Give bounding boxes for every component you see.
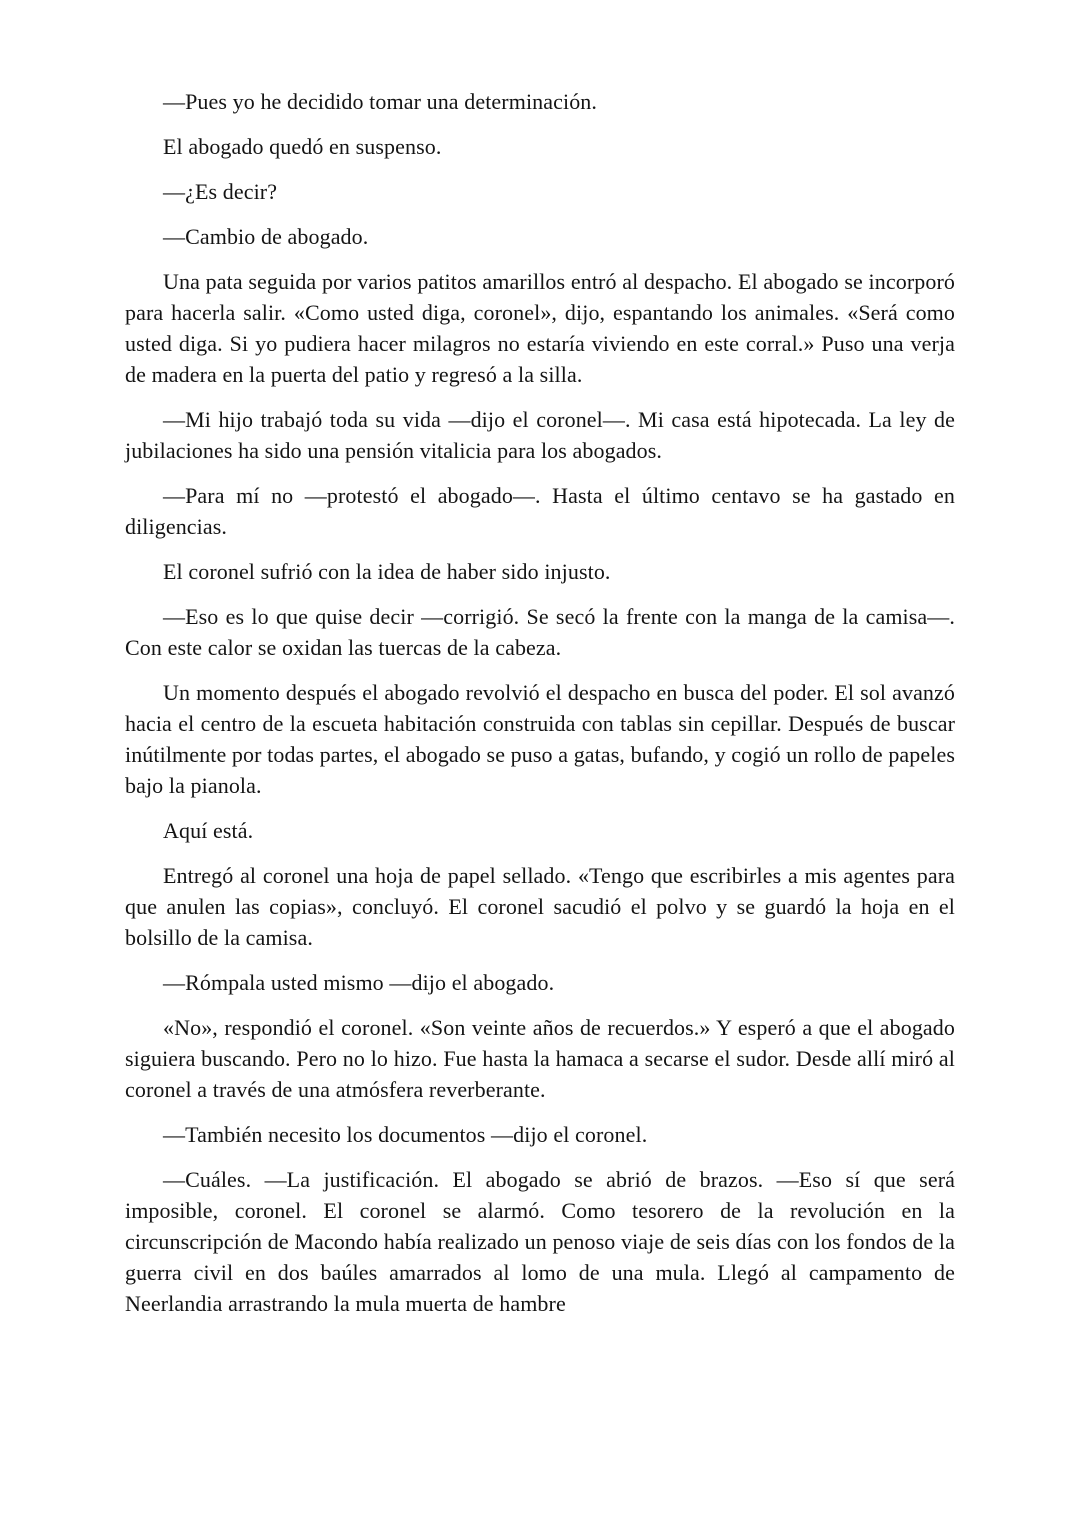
paragraph: Un momento después el abogado revolvió el despacho en busca del poder. El sol avanzó hacia el centro de la escueta habitación construida con tablas sin cepillar. Después de buscar inútilmente por todas partes, el abogado se puso a gatas, bufando, y cogió un rollo de papeles bajo la pianola. (125, 680, 955, 798)
paragraph: —Eso es lo que quise decir —corrigió. Se secó la frente con la manga de la camisa—. Con este calor se oxidan las tuercas de la cabeza. (125, 604, 955, 660)
paragraph: —Mi hijo trabajó toda su vida —dijo el coronel—. Mi casa está hipotecada. La ley de jubilaciones ha sido una pensión vitalicia para los abogados. (125, 407, 955, 463)
paragraph: —Cambio de abogado. (163, 224, 369, 249)
paragraph: —Pues yo he decidido tomar una determinación. (163, 89, 597, 114)
paragraph: —¿Es decir? (163, 179, 278, 204)
paragraph: Entregó al coronel una hoja de papel sellado. «Tengo que escribirles a mis agentes para que anulen las copias», concluyó. El coronel sacudió el polvo y se guardó la hoja en el bolsillo de la camisa. (125, 863, 955, 950)
paragraph: —Cuáles. —La justificación. El abogado se abrió de brazos. —Eso sí que será imposible, coronel. El coronel se alarmó. Como tesorero de la revolución en la circunscripción de Macondo había realizado un penoso viaje de seis días con los fondos de la guerra civil en dos baúles amarrados al lomo de una mula. Llegó al campamento de Neerlandia arrastrando la mula muerta de hambre (125, 1167, 955, 1316)
paragraph: «No», respondió el coronel. «Son veinte años de recuerdos.» Y esperó a que el abogado siguiera buscando. Pero no lo hizo. Fue hasta la hamaca a secarse el sudor. Desde allí miró al coronel a través de una atmósfera reverberante. (125, 1015, 955, 1102)
paragraph: El abogado quedó en suspenso. (163, 134, 442, 159)
paragraph: —Para mí no —protestó el abogado—. Hasta el último centavo se ha gastado en diligencias. (125, 483, 955, 539)
paragraph: El coronel sufrió con la idea de haber sido injusto. (163, 559, 611, 584)
paragraph: Aquí está. (163, 818, 254, 843)
paragraph: —Rómpala usted mismo —dijo el abogado. (163, 970, 555, 995)
paragraph: Una pata seguida por varios patitos amarillos entró al despacho. El abogado se incorporó para hacerla salir. «Como usted diga, coronel», dijo, espantando los animales. «Será como usted diga. Si yo pudiera hacer milagros no estaría viviendo en este corral.» Puso una verja de madera en la puerta del patio y regresó a la silla. (125, 269, 955, 387)
page-text (125, 86, 955, 1319)
paragraph: —También necesito los documentos —dijo el coronel. (163, 1122, 648, 1147)
